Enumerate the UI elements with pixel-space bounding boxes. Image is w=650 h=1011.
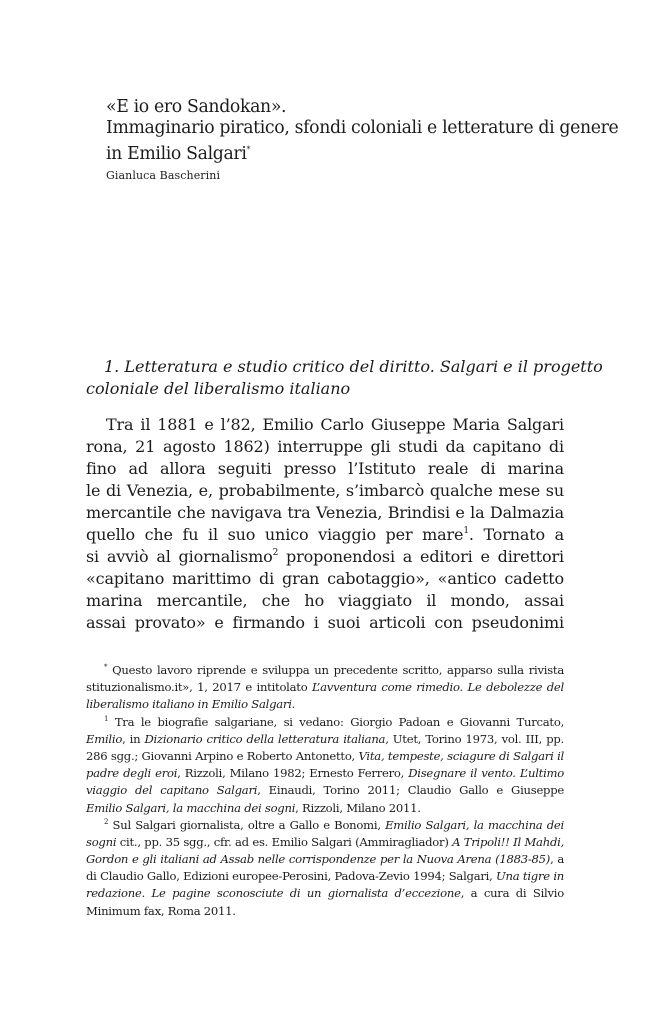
footnote-line [86, 851, 564, 868]
title-footnote-marker[interactable]: * [246, 145, 251, 154]
footnote-line [86, 714, 564, 731]
footnote-text: stituzionalismo.it», 1, 2017 e intitolato [86, 680, 313, 695]
footnote-italic-title: liberalismo italiano in Emilio Salgari [86, 697, 292, 712]
footnote-text: , Rizzoli, Milano 1982; Ernesto Ferrero, [177, 766, 409, 781]
body-line: fino ad allora seguiti presso l’Istituto reale di marina [86, 459, 564, 478]
footnote-text: . [291, 697, 296, 712]
footnote-italic-title: padre degli eroi [86, 766, 178, 781]
body-line: rona, 21 agosto 1862) interruppe gli studi da capitano di [86, 437, 564, 456]
body-line [86, 524, 564, 546]
body-text-segment: . Tornato a [468, 525, 564, 544]
footnote-line [86, 765, 564, 782]
footnote-italic-title: viaggio del capitano Salgari [86, 783, 258, 798]
footnote-ref-2[interactable]: 2 [272, 548, 279, 558]
footnote-italic-title: L’avventura come rimedio. Le debolezze del [312, 680, 564, 695]
footnote-line [86, 885, 564, 902]
section-heading [86, 356, 603, 400]
footnote-line [86, 731, 564, 748]
footnote-italic-title: sogni [86, 834, 117, 849]
footnote-text: cit., pp. 35 sgg., cfr. ad es. Emilio Salgari (Ammiragliador) [116, 834, 453, 849]
footnote-mark: 2 [104, 817, 109, 826]
footnote-ref-1[interactable]: 1 [463, 526, 469, 536]
body-paragraph [86, 414, 564, 634]
footnote-line [86, 868, 564, 885]
body-line: assai provato» e firmando i suoi articoli con pseudonimi [86, 613, 564, 632]
footnote-line [86, 662, 564, 679]
footnote-text: , Utet, Torino 1973, vol. III, pp. [385, 731, 564, 746]
footnote-text: 286 sgg.; Giovanni Arpino e Roberto Antonetto, [86, 748, 359, 763]
footnote-line [86, 817, 564, 834]
footnote-italic-title: Vita, tempeste, sciagure di Salgari il [358, 748, 564, 763]
footnote-text: , a cura di Silvio [460, 886, 564, 901]
body-line: Tra il 1881 e l’82, Emilio Carlo Giuseppe Maria Salgari [106, 415, 564, 434]
body-line: «capitano marittimo di gran cabotaggio», «antico cadetto [86, 569, 564, 588]
footnote-text: , Einaudi, Torino 2011; Claudio Gallo e Giuseppe [257, 783, 564, 798]
chapter-title-line-3 [106, 139, 566, 165]
footnote-line [86, 834, 564, 851]
chapter-title-line-2: Immaginario piratico, sfondi coloniali e letterature di genere [106, 118, 619, 138]
author-name: Gianluca Bascherini [106, 169, 221, 182]
section-number: 1. [104, 357, 120, 376]
footnote-line [86, 903, 564, 920]
footnote-italic-title: redazione. Le pagine sconosciute di un giornalista d’eccezione [86, 886, 461, 901]
footnote-text: Sul Salgari giornalista, oltre a Gallo e Bonomi, [112, 817, 386, 832]
footnotes-section [86, 662, 564, 920]
body-text-segment: proponendosi a editori e direttori [286, 547, 564, 566]
footnote-text: , Rizzoli, Milano 2011. [295, 800, 421, 815]
section-heading-line-1 [86, 356, 603, 378]
footnote-mark: 1 [104, 714, 109, 723]
footnote-italic-title: Disegnare il vento. L’ultimo [408, 766, 564, 781]
chapter-title-text: in Emilio Salgari [106, 144, 247, 164]
footnote-italic-title: Una tigre in [496, 869, 564, 884]
footnote-text: Minimum fax, Roma 2011. [86, 903, 236, 918]
body-line [86, 546, 564, 568]
footnote-italic-title: Dizionario critico della letteratura italiana [144, 731, 386, 746]
footnote-text: , a [550, 852, 564, 867]
footnote-text: di Claudio Gallo, Edizioni europee-Perosini, Padova-Zevio 1994; Salgari, [86, 869, 497, 884]
footnote-italic-title: Emilio Salgari, la macchina dei [385, 817, 564, 832]
chapter-title-line-1: «E io ero Sandokan». [106, 97, 287, 117]
section-heading-line-2: coloniale del liberalismo italiano [86, 379, 351, 398]
footnote-italic-title: Emilio Salgari, la macchina dei sogni [86, 800, 296, 815]
body-line: marina mercantile, che ho viaggiato il mondo, assai [86, 591, 564, 610]
section-title-part-1: Letteratura e studio critico del diritto. Salgari e il progetto [124, 357, 603, 376]
body-text-segment: si avviò al giornalismo [86, 547, 273, 566]
footnote-text: , in [122, 731, 145, 746]
footnote-line [86, 782, 564, 799]
footnote-italic-title: Emilio [86, 731, 123, 746]
footnote-italic-title: A Tripoli!! Il Mahdi, [452, 834, 564, 849]
body-text-segment: quello che fu il suo unico viaggio per mare [86, 525, 464, 544]
footnote-text: Tra le biografie salgariane, si vedano: Giorgio Padoan e Giovanni Turcato, [114, 714, 564, 729]
footnote-line [86, 696, 564, 713]
body-line: le di Venezia, e, probabilmente, s’imbarcò qualche mese su [86, 481, 564, 500]
footnote-text: Questo lavoro riprende e sviluppa un precedente scritto, apparso sulla rivista [112, 663, 564, 677]
footnote-mark: * [104, 663, 108, 671]
footnote-line [86, 679, 564, 696]
chapter-title-block [106, 97, 619, 184]
footnote-line [86, 800, 564, 817]
footnote-line [86, 748, 564, 765]
footnote-italic-title: Gordon e gli italiani ad Assab nelle corrispondenze per la Nuova Arena (1883-85) [86, 852, 551, 867]
body-line: mercantile che navigava tra Venezia, Brindisi e la Dalmazia [86, 503, 564, 522]
